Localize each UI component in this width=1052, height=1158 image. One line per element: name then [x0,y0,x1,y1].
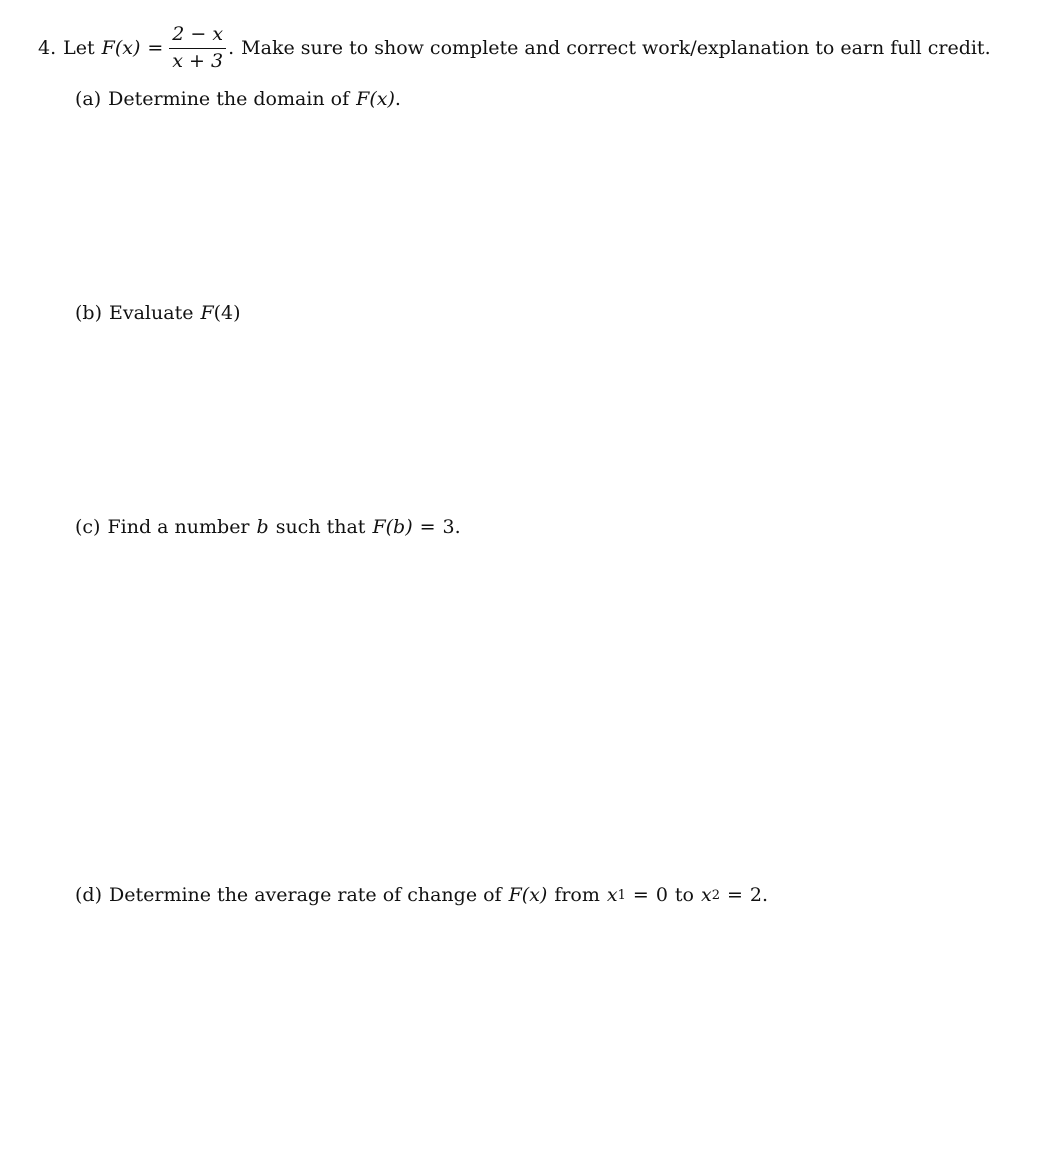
function-name: F [101,37,115,59]
part-c-text-2: such that [275,516,366,538]
part-d-function: F [508,884,522,906]
fraction-period: . [228,37,235,59]
instruction-text: Make sure to show complete and correct work/explanation to earn full credit. [241,37,991,59]
part-c [75,514,461,540]
part-d-x2-subscript: 2 [711,887,720,903]
part-d-x1-value: 0 [655,884,668,906]
part-b-argument: (4) [213,302,241,324]
part-d-text-1: Determine the average rate of change of [109,884,502,906]
equals-sign: = [147,37,164,59]
problem-number: 4. [38,37,57,59]
part-d-text-3: to [674,884,694,906]
fraction-numerator: 2 − x [169,25,226,49]
part-b-text: Evaluate [109,302,194,324]
part-d-x1-subscript: 1 [617,887,626,903]
part-d-text-2: from [554,884,600,906]
part-a-end: . [394,88,401,110]
part-c-function: F [372,516,386,538]
part-b-function: F [200,302,214,324]
part-d-x1-variable: x [606,884,618,906]
part-c-value: 3. [442,516,461,538]
part-c-text-1: Find a number [107,516,250,538]
part-a [75,86,401,112]
problem-statement [38,20,991,76]
part-c-variable: b [256,516,269,538]
part-a-argument: (x) [369,88,395,110]
part-d-x1-equals: = [632,884,649,906]
part-d-label: (d) [75,884,102,906]
part-b [75,300,241,326]
part-a-function: F [356,88,370,110]
part-c-equals: = [419,516,436,538]
part-a-text: Determine the domain of [108,88,350,110]
part-a-label: (a) [75,88,102,110]
part-b-label: (b) [75,302,102,324]
function-argument: (x) [114,37,141,59]
part-d [75,882,768,908]
part-d-x2-value: 2. [749,884,769,906]
function-fraction [169,22,226,72]
part-d-x2-equals: = [726,884,743,906]
part-c-label: (c) [75,516,101,538]
fraction-denominator: x + 3 [172,49,224,72]
part-c-argument: (b) [385,516,413,538]
part-d-x2-variable: x [700,884,712,906]
part-d-argument: (x) [521,884,548,906]
let-word: Let [63,37,95,59]
